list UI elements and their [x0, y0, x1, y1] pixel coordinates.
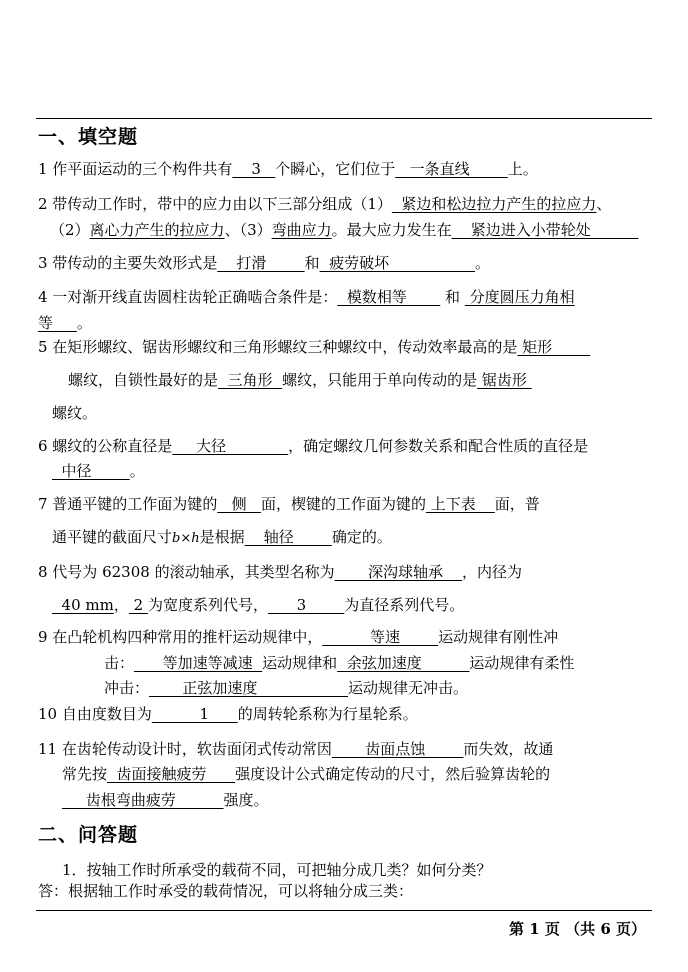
- question-11-line-2: 常先按 齿面接触疲劳 强度设计公式确定传动的尺寸，然后验算齿轮的: [62, 765, 551, 783]
- blank: 分度圆压力角相: [464, 288, 575, 306]
- question-1: 1 作平面运动的三个构件共有 3 个瞬心，它们位于 一条直线 上。: [38, 160, 538, 178]
- blank: 离心力产生的拉应力: [89, 221, 225, 239]
- blank: 1: [151, 705, 238, 723]
- question-4-line-2: 等 。: [38, 314, 92, 332]
- blank: 齿根弯曲疲劳: [62, 791, 224, 809]
- question-9-line-2: 击： 等加速等减速 运动规律和 余弦加速度 运动规律有柔性: [104, 654, 575, 672]
- blank: 大径: [172, 437, 289, 455]
- blank: 3: [267, 596, 345, 614]
- question-5-line-2: 螺纹，自锁性最好的是 三角形 螺纹，只能用于单向传动的是 锯齿形: [68, 371, 532, 389]
- blank: 3: [232, 160, 276, 178]
- question-3: 3 带传动的主要失效形式是 打滑 和 疲劳破坏 。: [38, 254, 490, 272]
- blank: 等加速等减速: [134, 654, 263, 672]
- question-7-line-1: 7 普通平键的工作面为键的 侧 面，楔键的工作面为键的 上下表 面，普: [38, 495, 540, 513]
- blank: 2: [128, 596, 148, 614]
- blank: 中径: [52, 462, 130, 480]
- blank: 余弦加速度: [337, 654, 470, 672]
- question-9-line-1: 9 在凸轮机构四种常用的推杆运动规律中， 等速 运动规律有刚性冲: [38, 628, 559, 646]
- blank: 上下表: [425, 495, 495, 513]
- question-11-line-1: 11 在齿轮传动设计时，软齿面闭式传动常因 齿面点蚀 而失效，故通: [38, 740, 554, 758]
- blank: 紧边和松边拉力产生的拉应力: [391, 195, 597, 213]
- question-9-line-3: 冲击： 正弦加速度 运动规律无冲击。: [104, 679, 469, 697]
- bottom-rule: [36, 910, 652, 911]
- qa-question-1: 1．按轴工作时所承受的载荷不同，可把轴分成几类？如何分类？: [62, 861, 492, 879]
- blank: 三角形: [218, 371, 283, 389]
- blank: 弯曲应力: [271, 221, 332, 239]
- question-5-line-3: 螺纹。: [52, 404, 98, 422]
- blank: 模数相等: [337, 288, 441, 306]
- question-8-line-2: 40 mm， 2 为宽度系列代号， 3 为直径系列代号。: [52, 596, 465, 614]
- blank: 矩形: [517, 338, 591, 356]
- blank: 深沟球轴承: [334, 563, 463, 581]
- blank: 一条直线: [395, 160, 508, 178]
- blank: 紧边进入小带轮处: [451, 221, 639, 239]
- page-number: 第 1 页 （共 6 页）: [509, 920, 646, 938]
- blank: 40 mm: [52, 596, 114, 614]
- blank: 打滑: [217, 254, 305, 272]
- question-2-line-1: 2 带传动工作时，带中的应力由以下三部分组成（1） 紧边和松边拉力产生的拉应力、: [38, 195, 612, 213]
- dimension-symbol: b×h: [172, 531, 200, 546]
- blank: 等: [38, 314, 77, 332]
- question-4-line-1: 4 一对渐开线直齿圆柱齿轮正确啮合条件是： 模数相等 和 分度圆压力角相: [38, 288, 575, 306]
- question-11-line-3: 齿根弯曲疲劳 强度。: [62, 791, 269, 809]
- question-6-line-2: 中径 。: [52, 462, 145, 480]
- question-8-line-1: 8 代号为 62308 的滚动轴承，其类型名称为 深沟球轴承 ，内径为: [38, 563, 523, 581]
- question-5-line-1: 5 在矩形螺纹、锯齿形螺纹和三角形螺纹三种螺纹中，传动效率最高的是 矩形: [38, 338, 591, 356]
- blank: 齿面接触疲劳: [107, 765, 236, 783]
- qa-answer-1: 答：根据轴工作时承受的载荷情况，可以将轴分成三类：: [38, 882, 414, 900]
- blank: 等速: [322, 628, 439, 646]
- question-2-line-2: （2）离心力产生的拉应力、（3）弯曲应力。最大应力发生在 紧边进入小带轮处: [50, 221, 639, 239]
- blank: 疲劳破坏: [319, 254, 475, 272]
- blank: 轴径: [244, 528, 332, 546]
- question-7-line-2: 通平键的截面尺寸b×h是根据 轴径 确定的。: [52, 528, 392, 546]
- question-10: 10 自由度数目为 1 的周转轮系称为行星轮系。: [38, 705, 418, 723]
- blank: 锯齿形: [477, 371, 532, 389]
- blank: 侧: [217, 495, 261, 513]
- section-title-qa: 二、问答题: [38, 824, 139, 846]
- section-title-fill-in: 一、填空题: [38, 126, 139, 148]
- blank: 齿面点蚀: [331, 740, 464, 758]
- top-rule: [36, 118, 652, 119]
- blank: 正弦加速度: [149, 679, 348, 697]
- question-6-line-1: 6 螺纹的公称直径是 大径 ，确定螺纹几何参数关系和配合性质的直径是: [38, 437, 589, 455]
